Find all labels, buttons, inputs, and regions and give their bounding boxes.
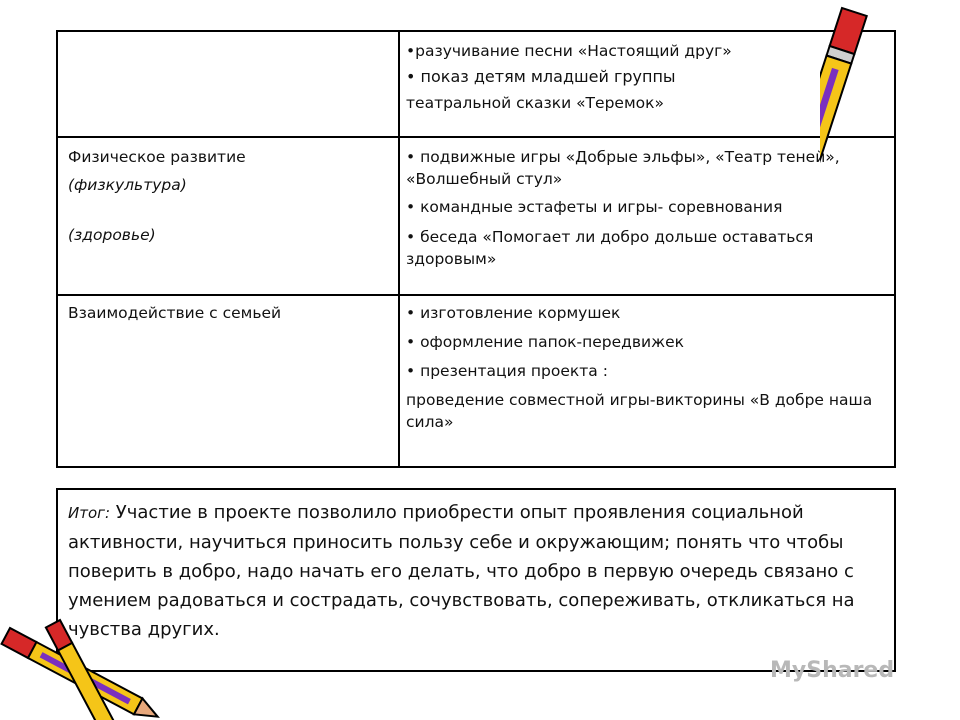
list-item: • беседа «Помогает ли добро дольше оставаться здоровым»	[406, 228, 814, 268]
section-title: Физическое развитие	[68, 148, 246, 166]
list-item: • подвижные игры «Добрые эльфы», «Театр теней», «Волшебный стул»	[406, 148, 840, 188]
column-divider	[398, 32, 400, 468]
section-subtitle: (здоровье)	[68, 226, 156, 244]
row-divider	[58, 136, 894, 138]
row0-right-cell	[406, 40, 886, 114]
row-divider	[58, 294, 894, 296]
summary-text: Участие в проекте позволило приобрести опыт проявления социальной активности, научиться приносить пользу себе и окружающим; понять что чтобы поверить в добро, надо начать его делать, что добро в первую очередь связано с умением радоваться и сострадать, сочувствовать, сопереживать, откликаться на чувства других.	[68, 502, 855, 640]
list-item: • показ детям младшей группы	[406, 67, 676, 86]
row1-left-cell	[68, 146, 388, 246]
list-item: • командные эстафеты и игры- соревнования	[406, 198, 783, 216]
summary-label: Итог:	[68, 504, 111, 522]
section-subtitle: (физкультура)	[68, 176, 187, 194]
list-item: • презентация проекта :	[406, 362, 608, 380]
list-item: проведение совместной игры-викторины «В добре наша сила»	[406, 391, 873, 431]
row2-right-cell	[406, 302, 886, 433]
watermark-logo: MyShared	[770, 658, 895, 683]
row1-right-cell	[406, 146, 886, 270]
list-item: театральной сказки «Теремок»	[406, 94, 664, 112]
list-item: • изготовление кормушек	[406, 304, 621, 322]
activity-table	[56, 30, 896, 468]
row2-left-cell	[68, 302, 388, 324]
pencils-left-icon	[0, 600, 200, 720]
section-title: Взаимодействие с семьей	[68, 304, 282, 322]
pencil-right-icon	[820, 0, 960, 720]
list-item: • оформление папок-передвижек	[406, 333, 684, 351]
list-item: •разучивание песни «Настоящий друг»	[406, 42, 732, 60]
